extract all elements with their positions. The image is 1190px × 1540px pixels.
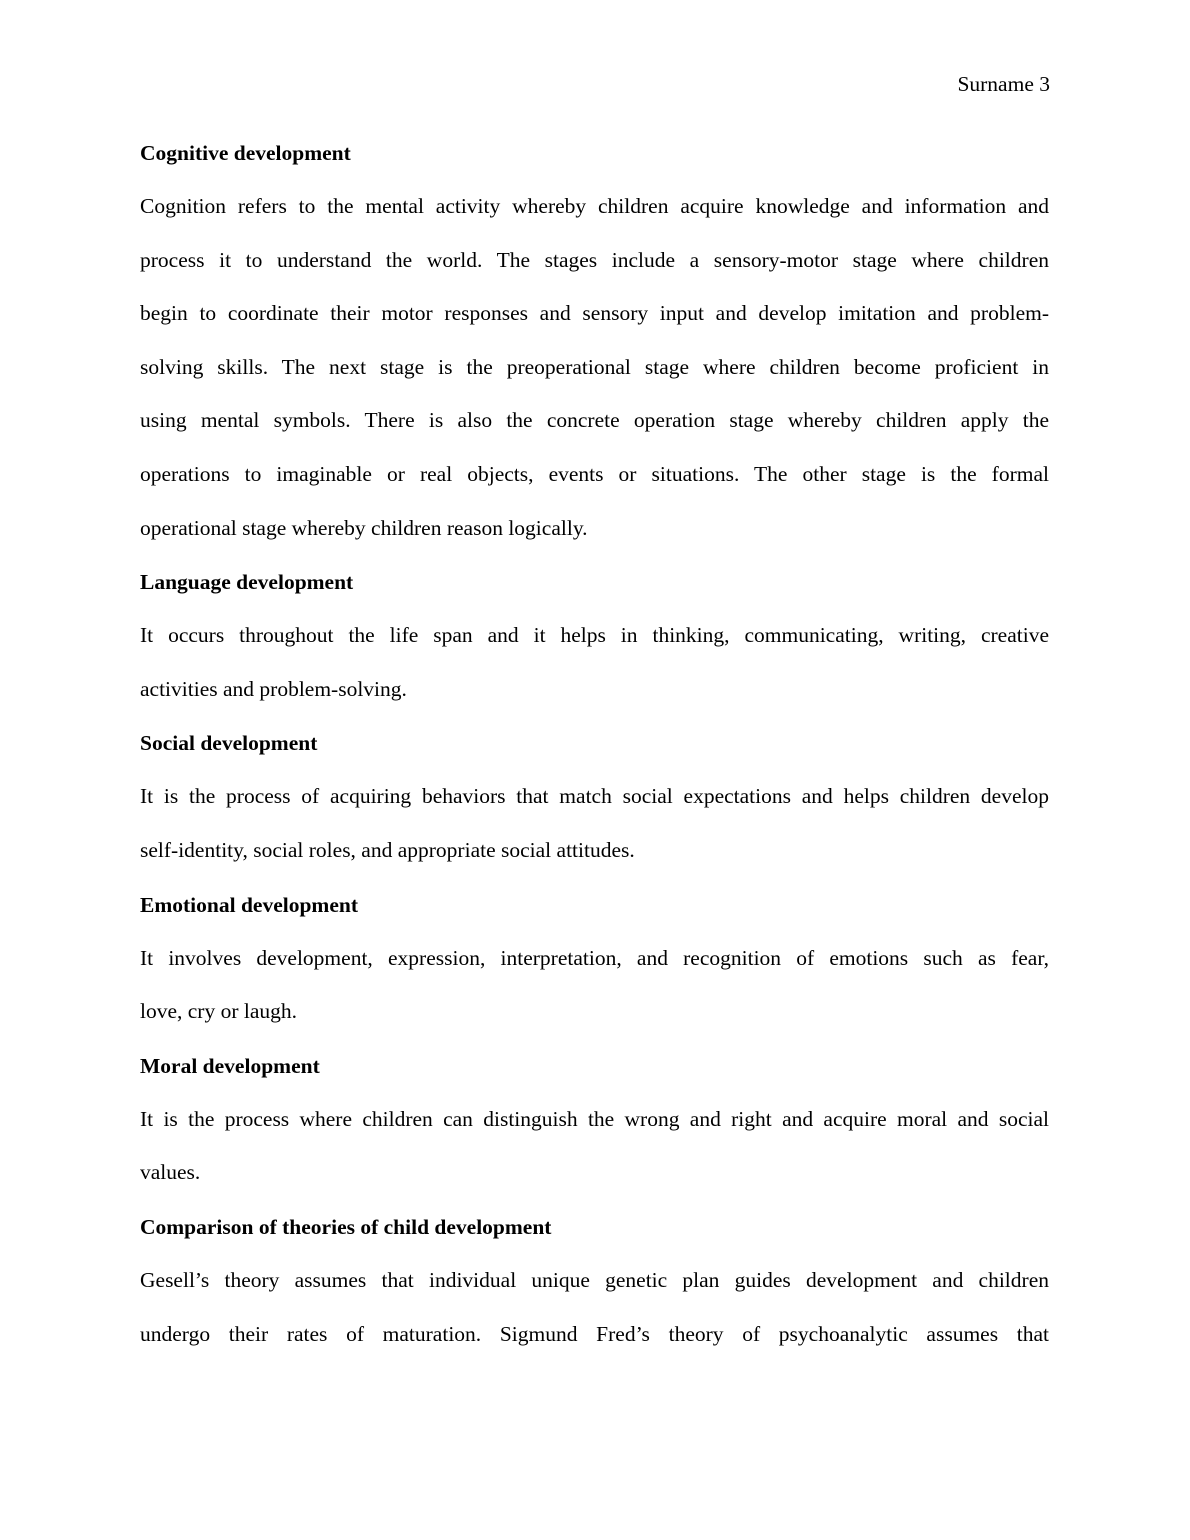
paragraph-line: activities and problem-solving. (140, 676, 407, 701)
section-paragraph (140, 1254, 1049, 1361)
paragraph-line: It occurs throughout the life span and it helps in thinking, communicating, writing, creative (140, 623, 1049, 648)
section-heading: Cognitive development (140, 141, 351, 165)
paragraph-line: using mental symbols. There is also the concrete operation stage whereby children apply the (140, 408, 1049, 433)
section-paragraph (140, 770, 1049, 877)
paragraph-line: It is the process of acquiring behaviors that match social expectations and helps children develop (140, 784, 1049, 809)
section-heading: Social development (140, 731, 318, 756)
paragraph-line: love, cry or laugh. (140, 999, 298, 1024)
paragraph-line: undergo their rates of maturation. Sigmund Fred’s theory of psychoanalytic assumes that (140, 1321, 1049, 1346)
document-body (140, 126, 1049, 1361)
section-paragraph (140, 609, 1049, 716)
section-heading: Emotional development (140, 892, 358, 917)
running-head: Surname 3 (957, 72, 1050, 96)
paragraph-line: operational stage whereby children reason logically. (140, 515, 588, 540)
section-paragraph (140, 1093, 1049, 1200)
section-heading: Moral development (140, 1053, 320, 1078)
paragraph-line: It involves development, expression, interpretation, and recognition of emotions such as fear, (140, 945, 1049, 970)
section-paragraph (140, 932, 1049, 1039)
paragraph-line: self-identity, social roles, and appropriate social attitudes. (140, 837, 635, 862)
section-paragraph (140, 180, 1049, 555)
paragraph-line: It is the process where children can distinguish the wrong and right and acquire moral and social (140, 1106, 1049, 1131)
paragraph-line: values. (140, 1160, 201, 1185)
paragraph-line: Cognition refers to the mental activity whereby children acquire knowledge and information and (140, 194, 1049, 218)
section-heading: Language development (140, 570, 354, 595)
paragraph-line: operations to imaginable or real objects, events or situations. The other stage is the formal (140, 461, 1049, 486)
section-heading: Comparison of theories of child development (140, 1214, 552, 1239)
paragraph-line: solving skills. The next stage is the preoperational stage where children become proficient in (140, 354, 1049, 379)
paragraph-line: Gesell’s theory assumes that individual unique genetic plan guides development and children (140, 1267, 1049, 1292)
paragraph-line: process it to understand the world. The stages include a sensory-motor stage where children (140, 247, 1049, 272)
paragraph-line: begin to coordinate their motor responses and sensory input and develop imitation and problem- (140, 301, 1049, 326)
